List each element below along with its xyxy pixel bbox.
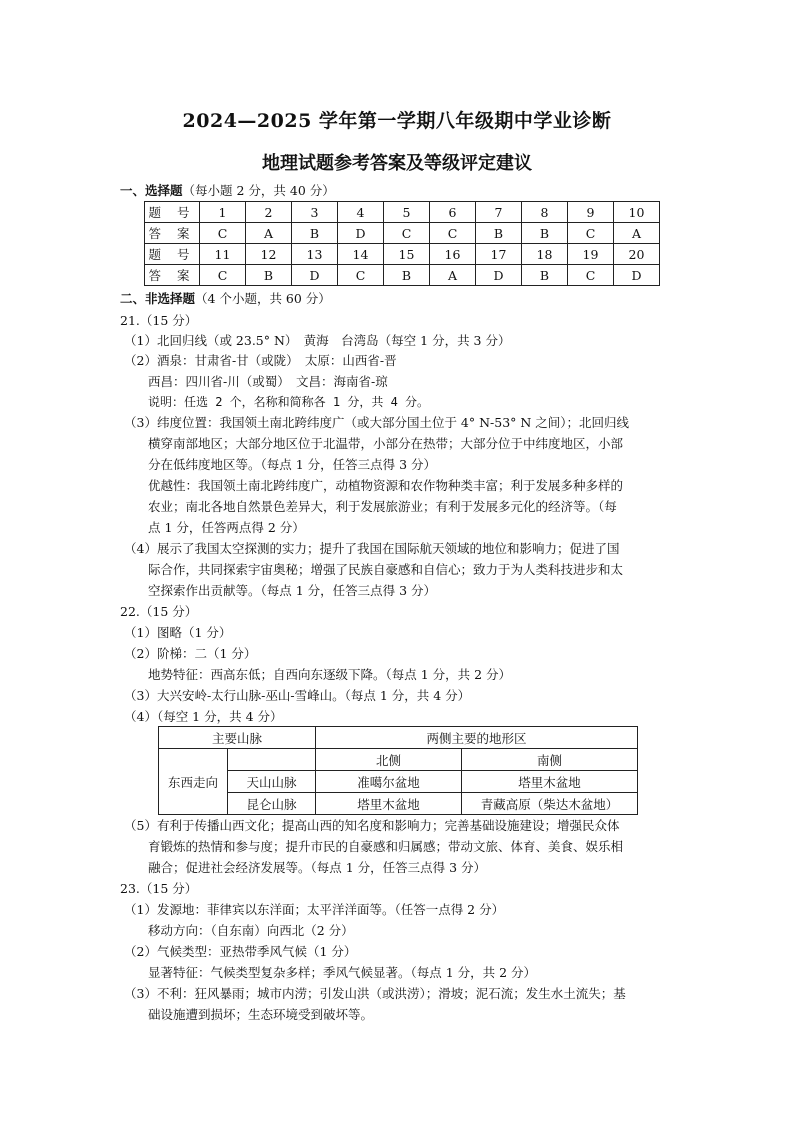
q21-2-note: 说明：任选 2 个，名称和简称各 1 分，共 4 分。 [148, 395, 430, 409]
q23-3: （3）不利：狂风暴雨；城市内涝；引发山洪（或洪涝）；滑坡；泥石流；发生水土流失；基 [124, 986, 626, 1001]
section-one-label: 一、选择题 [120, 183, 183, 198]
q22-4: （4）（每空 1 分，共 4 分） [124, 709, 283, 724]
choice-cell: D [614, 265, 660, 286]
choice-cell: B [476, 223, 522, 244]
header-north: 北侧 [316, 749, 462, 771]
q22-3: （3）大兴安岭-太行山脉-巫山-雪峰山。（每点 1 分，共 4 分） [124, 688, 471, 703]
section-two-label: 二、非选择题 [120, 291, 196, 306]
mountain-cell: 昆仑山脉 [228, 793, 316, 815]
row-head-cell: 题 号 [145, 202, 200, 223]
section-one-note: （每小题 2 分，共 40 分） [182, 183, 335, 198]
q21-heading: 21.（15 分） [120, 313, 198, 328]
choice-cell: C [200, 223, 246, 244]
choice-cell: D [476, 265, 522, 286]
q23-2: （2）气候类型：亚热带季风气候（1 分） [124, 944, 357, 959]
mountain-cell: 天山山脉 [228, 771, 316, 793]
choice-cell: D [292, 265, 338, 286]
header-south: 南侧 [462, 749, 638, 771]
choice-cell: 18 [522, 244, 568, 265]
choice-cell: 8 [522, 202, 568, 223]
choice-cell: 19 [568, 244, 614, 265]
choice-cell: C [430, 223, 476, 244]
q21-2-cont: 西昌：四川省-川（或蜀） 文昌：海南省-琼 [148, 374, 388, 389]
section-one-heading [120, 183, 335, 199]
q22-5-cont2: 融合；促进社会经济发展等。（每点 1 分，任答三点得 3 分） [148, 860, 487, 875]
choice-cell: 11 [200, 244, 246, 265]
choice-cell: 13 [292, 244, 338, 265]
choice-cell: C [384, 223, 430, 244]
section-two-heading [120, 291, 331, 307]
header-mountain: 主要山脉 [159, 727, 316, 749]
choice-cell: B [292, 223, 338, 244]
choice-table-row [145, 223, 660, 244]
north-cell: 准噶尔盆地 [316, 771, 462, 793]
choice-cell: 4 [338, 202, 384, 223]
q21-3-cont1: 横穿南部地区；大部分地区位于北温带，小部分在热带；大部分位于中纬度地区，小部 [148, 436, 624, 451]
header-terrain: 两侧主要的地形区 [316, 727, 638, 749]
choice-cell: 20 [614, 244, 660, 265]
choice-cell: 16 [430, 244, 476, 265]
choice-cell: C [568, 265, 614, 286]
choice-cell: 5 [384, 202, 430, 223]
choice-cell: B [246, 265, 292, 286]
q22-2: （2）阶梯：二（1 分） [124, 646, 257, 661]
q23-1: （1）发源地：菲律宾以东洋面；太平洋洋面等。（任答一点得 2 分） [124, 902, 505, 917]
q23-2-cont: 显著特征：气候类型复杂多样；季风气候显著。（每点 1 分，共 2 分） [148, 965, 537, 980]
choice-cell: 1 [200, 202, 246, 223]
choice-cell: B [522, 265, 568, 286]
direction-cell: 东西走向 [159, 749, 228, 815]
q21-2: （2）酒泉：甘肃省-甘（或陇） 太原：山西省-晋 [124, 353, 397, 368]
choice-cell: 15 [384, 244, 430, 265]
q23-heading: 23.（15 分） [120, 881, 198, 896]
q21-4: （4）展示了我国太空探测的实力；提升了我国在国际航天领域的地位和影响力；促进了国 [124, 541, 620, 556]
south-cell: 青藏高原（柴达木盆地） [462, 793, 638, 815]
choice-cell: 9 [568, 202, 614, 223]
choice-cell: 2 [246, 202, 292, 223]
choice-cell: 17 [476, 244, 522, 265]
q21-3-advantage-cont1: 农业；南北各地自然景色差异大，利于发展旅游业；有利于发展多元化的经济等。（每 [148, 499, 617, 514]
choice-cell: C [568, 223, 614, 244]
choice-cell: 6 [430, 202, 476, 223]
choice-cell: C [200, 265, 246, 286]
choice-cell: B [522, 223, 568, 244]
choice-cell: 14 [338, 244, 384, 265]
q22-2-cont: 地势特征：西高东低；自西向东逐级下降。（每点 1 分，共 2 分） [148, 667, 512, 682]
main-title: 2024—2025 学年第一学期八年级期中学业诊断 [182, 110, 612, 132]
choice-cell: 10 [614, 202, 660, 223]
choice-table-row [145, 265, 660, 286]
choice-cell: 3 [292, 202, 338, 223]
row-head-cell: 题 号 [145, 244, 200, 265]
q22-heading: 22.（15 分） [120, 604, 198, 619]
q21-4-cont2: 空探索作出贡献等。（每点 1 分，任答三点得 3 分） [148, 583, 437, 598]
q22-5: （5）有利于传播山西文化；提高山西的知名度和影响力；完善基础设施建设；增强民众体 [124, 818, 620, 833]
choice-cell: 12 [246, 244, 292, 265]
q23-1-cont: 移动方向：（自东南）向西北（2 分） [148, 923, 354, 938]
blank-cell [228, 749, 316, 771]
q21-3: （3）纬度位置：我国领土南北跨纬度广（或大部分国土位于 4° N-53° N 之间）；北回归线 [124, 415, 630, 430]
q22-5-cont1: 育锻炼的热情和参与度；提升市民的自豪感和归属感；带动文旅、体育、美食、娱乐相 [148, 839, 624, 854]
q23-3-cont: 础设施遭到损坏；生态环境受到破坏等。 [148, 1007, 374, 1022]
q21-3-cont2: 分在低纬度地区等。（每点 1 分，任答三点得 3 分） [148, 457, 437, 472]
row-head-cell: 答 案 [145, 265, 200, 286]
section-two-note: （4 个小题，共 60 分） [195, 291, 331, 306]
choice-table-row [145, 244, 660, 265]
q21-3-advantage-cont2: 点 1 分，任答两点得 2 分） [148, 520, 305, 535]
choice-cell: B [384, 265, 430, 286]
choice-cell: A [614, 223, 660, 244]
choice-cell: D [338, 223, 384, 244]
sub-title: 地理试题参考答案及等级评定建议 [262, 153, 532, 174]
mountain-terrain-table [158, 726, 638, 815]
q21-1: （1）北回归线（或 23.5° N） 黄海 台湾岛（每空 1 分，共 3 分） [124, 333, 511, 348]
q21-4-cont1: 际合作，共同探索宇宙奥秘；增强了民族自豪感和自信心；致力于为人类科技进步和太 [148, 562, 624, 577]
row-head-cell: 答 案 [145, 223, 200, 244]
q21-3-advantage: 优越性：我国领土南北跨纬度广，动植物资源和农作物种类丰富；利于发展多种多样的 [148, 478, 624, 493]
choice-table-row [145, 202, 660, 223]
choice-answer-table [144, 201, 660, 286]
north-cell: 塔里木盆地 [316, 793, 462, 815]
choice-cell: A [246, 223, 292, 244]
choice-cell: 7 [476, 202, 522, 223]
q22-1: （1）图略（1 分） [124, 625, 232, 640]
south-cell: 塔里木盆地 [462, 771, 638, 793]
choice-cell: A [430, 265, 476, 286]
choice-cell: C [338, 265, 384, 286]
